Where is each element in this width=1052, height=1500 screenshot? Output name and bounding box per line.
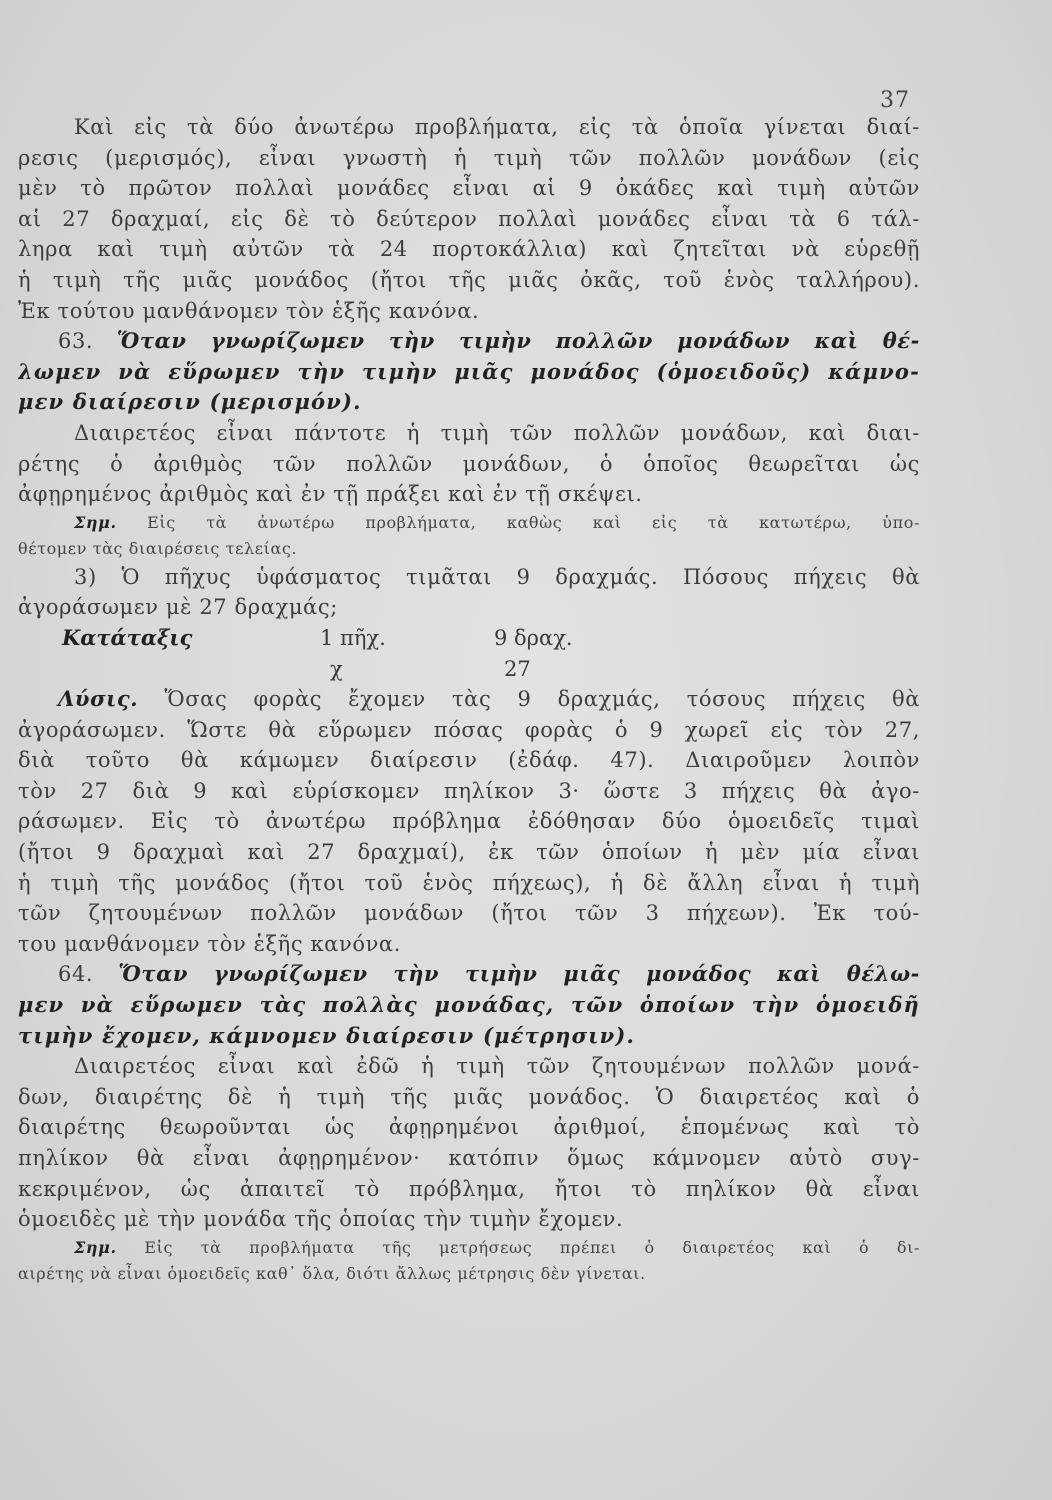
solution-line: (ἤτοι 9 δραχμαὶ καὶ 27 δραχμαί), ἐκ τῶν ὁποίων ἡ μὲν μία εἶναι (18, 840, 920, 865)
solution-line: τὸν 27 διὰ 9 καὶ εὑρίσκομεν πηλίκον 3· ὥστε 3 πήχεις θὰ ἀγο- (18, 778, 920, 803)
solution-line: τῶν ζητουμένων πολλῶν μονάδων (ἤτοι τῶν 3 πήχεων). Ἐκ τού- (18, 901, 920, 926)
rule-63-line: λωμεν νὰ εὕρωμεν τὴν τιμὴν μιᾶς μονάδος (ὁμοειδοῦς) κάμνο- (18, 358, 920, 384)
text-line: Διαιρετέος εἶναι καὶ ἐδῶ ἡ τιμὴ τῶν ζητουμένων πολλῶν μονά- (74, 1054, 920, 1079)
text-line: Καὶ εἰς τὰ δύο ἀνωτέρω προβλήματα, εἰς τὰ ὁποῖα γίνεται διαί- (74, 115, 920, 139)
solution-line: ἀγοράσωμεν. Ὥστε θὰ εὕρωμεν πόσας φορὰς ὁ 9 χωρεῖ εἰς τὸν 27, (18, 717, 920, 742)
solution-line: διὰ τοῦτο θὰ κάμωμεν διαίρεσιν (ἐδάφ. 47). Διαιροῦμεν λοιπὸν (18, 748, 920, 773)
arrangement-row (18, 623, 920, 654)
text-line: ληρα καὶ τιμὴ αὐτῶν τὰ 24 πορτοκάλλια) καὶ ζητεῖται νὰ εὑρεθῇ (18, 237, 920, 262)
problem-line: 3) Ὁ πῆχυς ὑφάσματος τιμᾶται 9 δραχμάς. Πόσους πήχεις θὰ (74, 564, 920, 589)
solution-line (18, 684, 920, 715)
note-text: Εἰς τὰ προβλήματα τῆς μετρήσεως πρέπει ὁ διαιρετέος καὶ ὁ δι- (144, 1237, 920, 1257)
page-number: 37 (880, 88, 910, 113)
text-line: ρεσις (μερισμός), εἶναι γνωστὴ ἡ τιμὴ τῶν πολλῶν μονάδων (εἰς (18, 145, 920, 170)
arrangement-cell: 27 (504, 656, 531, 681)
text-line: δων, διαιρέτης δὲ ἡ τιμὴ τῆς μιᾶς μονάδος. Ὁ διαιρετέος καὶ ὁ (18, 1084, 920, 1109)
text-line: ἡ τιμὴ τῆς μιᾶς μονάδος (ἤτοι τῆς μιᾶς ὀκᾶς, τοῦ ἑνὸς ταλλήρου). (18, 267, 920, 292)
page-body (18, 112, 920, 1287)
solution-line: ἡ τιμὴ τῆς μονάδος (ἤτοι τοῦ ἑνὸς πήχεως), ἡ δὲ ἄλλη εἶναι ἡ τιμὴ (18, 870, 920, 895)
rule-64-text: Ὅταν γνωρίζωμεν τὴν τιμὴν μιᾶς μονάδος καὶ θέλω- (118, 961, 920, 987)
note-line (18, 510, 920, 536)
arrangement-row (18, 654, 920, 685)
arrangement-cell: χ (330, 656, 343, 681)
rule-63-text: Ὅταν γνωρίζωμεν τὴν τιμὴν πολλῶν μονάδων καὶ θέ- (116, 328, 920, 354)
text-line: αἱ 27 δραχμαί, εἰς δὲ τὸ δεύτερον πολλαὶ μονάδες εἶναι τὰ 6 τάλ- (18, 206, 920, 231)
text-line: Διαιρετέος εἶναι πάντοτε ἡ τιμὴ τῶν πολλῶν μονάδων, καὶ διαι- (74, 420, 920, 445)
note-line: θέτομεν τὰς διαιρέσεις τελείας. (18, 538, 298, 558)
solution-line: ράσωμεν. Εἰς τὸ ἀνωτέρω πρόβλημα ἐδόθησαν δύο ὁμοειδεῖς τιμαὶ (18, 809, 920, 834)
arrangement-label: Κατάταξις (62, 624, 193, 650)
note-label: Σημ. (74, 512, 117, 532)
solution-label: Λύσις. (58, 686, 139, 712)
rule-63-number: 63. (58, 329, 94, 354)
text-line: διαιρέτης θεωροῦνται ὡς ἀφῃρημένοι ἀριθμοί, ἑπομένως καὶ τὸ (18, 1115, 920, 1140)
problem-line: ἀγοράσωμεν μὲ 27 δραχμάς; (18, 595, 338, 620)
text-line: ὁμοειδὲς μὲ τὴν μονάδα τῆς ὁποίας τὴν τιμὴν ἔχομεν. (18, 1207, 624, 1232)
note-line (18, 1235, 920, 1261)
rule-63-line: μεν διαίρεσιν (μερισμόν). (18, 389, 362, 415)
rule-64-line (18, 959, 920, 990)
text-line: μὲν τὸ πρῶτον πολλαὶ μονάδες εἶναι αἱ 9 ὀκάδες καὶ τιμὴ αὐτῶν (18, 176, 920, 201)
note-line: αιρέτης νὰ εἶναι ὁμοειδεῖς καθ᾽ ὅλα, διότι ἄλλως μέτρησις δὲν γίνεται. (18, 1263, 646, 1283)
solution-text: Ὅσας φορὰς ἔχομεν τὰς 9 δραχμάς, τόσους πήχεις θὰ (164, 687, 920, 712)
rule-63-line (18, 326, 920, 357)
text-line: ρέτης ὁ ἀριθμὸς τῶν πολλῶν μονάδων, ὁ ὁποῖος θεωρεῖται ὡς (18, 451, 920, 476)
text-line: ἀφῃρημένος ἀριθμὸς καὶ ἐν τῇ πράξει καὶ ἐν τῇ σκέψει. (18, 482, 643, 507)
note-label: Σημ. (74, 1237, 117, 1257)
rule-64-line: μεν νὰ εὕρωμεν τὰς πολλὰς μονάδας, τῶν ὁποίων τὴν ὁμοειδῆ (18, 992, 920, 1018)
text-line: κεκριμένον, ὡς ἀπαιτεῖ τὸ πρόβλημα, ἤτοι τὸ πηλίκον θὰ εἶναι (18, 1176, 920, 1201)
solution-line: του μανθάνομεν τὸν ἑξῆς κανόνα. (18, 931, 401, 956)
rule-64-number: 64. (58, 962, 94, 987)
note-text: Εἰς τὰ ἀνωτέρω προβλήματα, καθὼς καὶ εἰς τὰ κατωτέρω, ὑπο- (147, 512, 920, 532)
arrangement-cell: 9 δραχ. (494, 625, 573, 650)
arrangement-cell: 1 πῆχ. (320, 625, 386, 650)
text-line: πηλίκον θὰ εἶναι ἀφῃρημένον· κατόπιν ὅμως κάμνομεν αὐτὸ συγ- (18, 1146, 920, 1170)
text-line: Ἐκ τούτου μανθάνομεν τὸν ἑξῆς κανόνα. (18, 298, 480, 323)
rule-64-line: τιμὴν ἔχομεν, κάμνομεν διαίρεσιν (μέτρησιν). (18, 1022, 636, 1048)
